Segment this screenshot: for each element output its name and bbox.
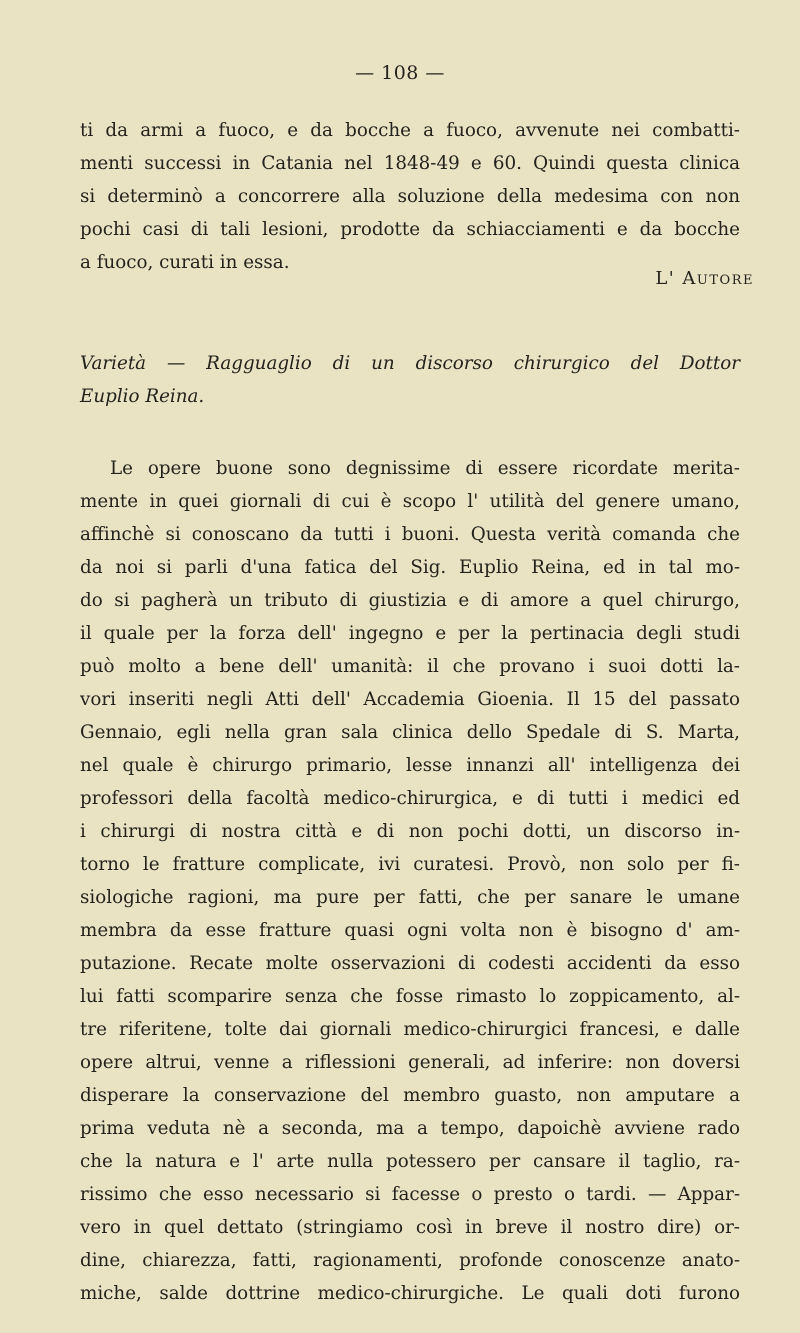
text-line: prima veduta nè a seconda, ma a tempo, dapoichè avviene rado — [80, 1118, 740, 1139]
text-line: il quale per la forza dell' ingegno e per la pertinacia degli studi — [80, 623, 740, 644]
text-line: membra da esse fratture quasi ogni volta non è bisogno d' am- — [80, 920, 740, 941]
text-line: nel quale è chirurgo primario, lesse innanzi all' intelligenza dei — [80, 755, 740, 776]
text-line: dine, chiarezza, fatti, ragionamenti, profonde conoscenze anato- — [80, 1250, 740, 1271]
text-line: mente in quei giornali di cui è scopo l' utilità del genere umano, — [80, 491, 740, 512]
text-line: i chirurgi di nostra città e di non pochi dotti, un discorso in- — [80, 821, 740, 842]
text-line: tre riferitene, tolte dai giornali medico-chirurgici francesi, e dalle — [80, 1019, 740, 1040]
heading-line: Varietà — Ragguaglio di un discorso chirurgico del Dottor — [80, 353, 740, 374]
text-line: si determinò a concorrere alla soluzione della medesima con non — [80, 186, 740, 207]
text-line: opere altrui, venne a riflessioni generali, ad inferire: non doversi — [80, 1052, 740, 1073]
text-line: torno le fratture complicate, ivi curatesi. Provò, non solo per fi- — [80, 854, 740, 875]
text-line: putazione. Recate molte osservazioni di codesti accidenti da esso — [80, 953, 740, 974]
text-line: da noi si parli d'una fatica del Sig. Euplio Reina, ed in tal mo- — [80, 557, 740, 578]
article-body-paragraph — [80, 452, 740, 1310]
text-line: affinchè si conoscano da tutti i buoni. Questa verità comanda che — [80, 524, 740, 545]
text-line: pochi casi di tali lesioni, prodotte da schiacciamenti e da bocche — [80, 219, 740, 240]
text-line: Gennaio, egli nella gran sala clinica dello Spedale di S. Marta, — [80, 722, 740, 743]
text-line: professori della facoltà medico-chirurgica, e di tutti i medici ed — [80, 788, 740, 809]
text-line: do si pagherà un tributo di giustizia e di amore a quel chirurgo, — [80, 590, 740, 611]
text-line: miche, salde dottrine medico-chirurgiche. Le quali doti furono — [80, 1283, 740, 1304]
text-line: a fuoco, curati in essa. — [80, 252, 290, 273]
paragraph-continuation — [80, 114, 740, 279]
page-number: — 108 — — [355, 62, 445, 84]
text-line: lui fatti scomparire senza che fosse rimasto lo zoppicamento, al- — [80, 986, 740, 1007]
text-line: Le opere buone sono degnissime di essere ricordate merita- — [110, 458, 740, 479]
text-line: menti successi in Catania nel 1848-49 e 60. Quindi questa clinica — [80, 153, 740, 174]
text-line: vero in quel dettato (stringiamo così in breve il nostro dire) or- — [80, 1217, 740, 1238]
text-line: che la natura e l' arte nulla potessero per cansare il taglio, ra- — [80, 1151, 740, 1172]
text-line: vori inseriti negli Atti dell' Accademia Gioenia. Il 15 del passato — [80, 689, 740, 710]
text-line: siologiche ragioni, ma pure per fatti, che per sanare le umane — [80, 887, 740, 908]
author-signature: L' Autore — [655, 268, 754, 289]
heading-line: Euplio Reina. — [80, 386, 205, 407]
text-line: disperare la conservazione del membro guasto, non amputare a — [80, 1085, 740, 1106]
text-line: rissimo che esso necessario si facesse o presto o tardi. — Appar- — [80, 1184, 740, 1205]
article-heading — [80, 347, 740, 413]
text-line: ti da armi a fuoco, e da bocche a fuoco, avvenute nei combatti- — [80, 120, 740, 141]
text-line: può molto a bene dell' umanità: il che provano i suoi dotti la- — [80, 656, 740, 677]
